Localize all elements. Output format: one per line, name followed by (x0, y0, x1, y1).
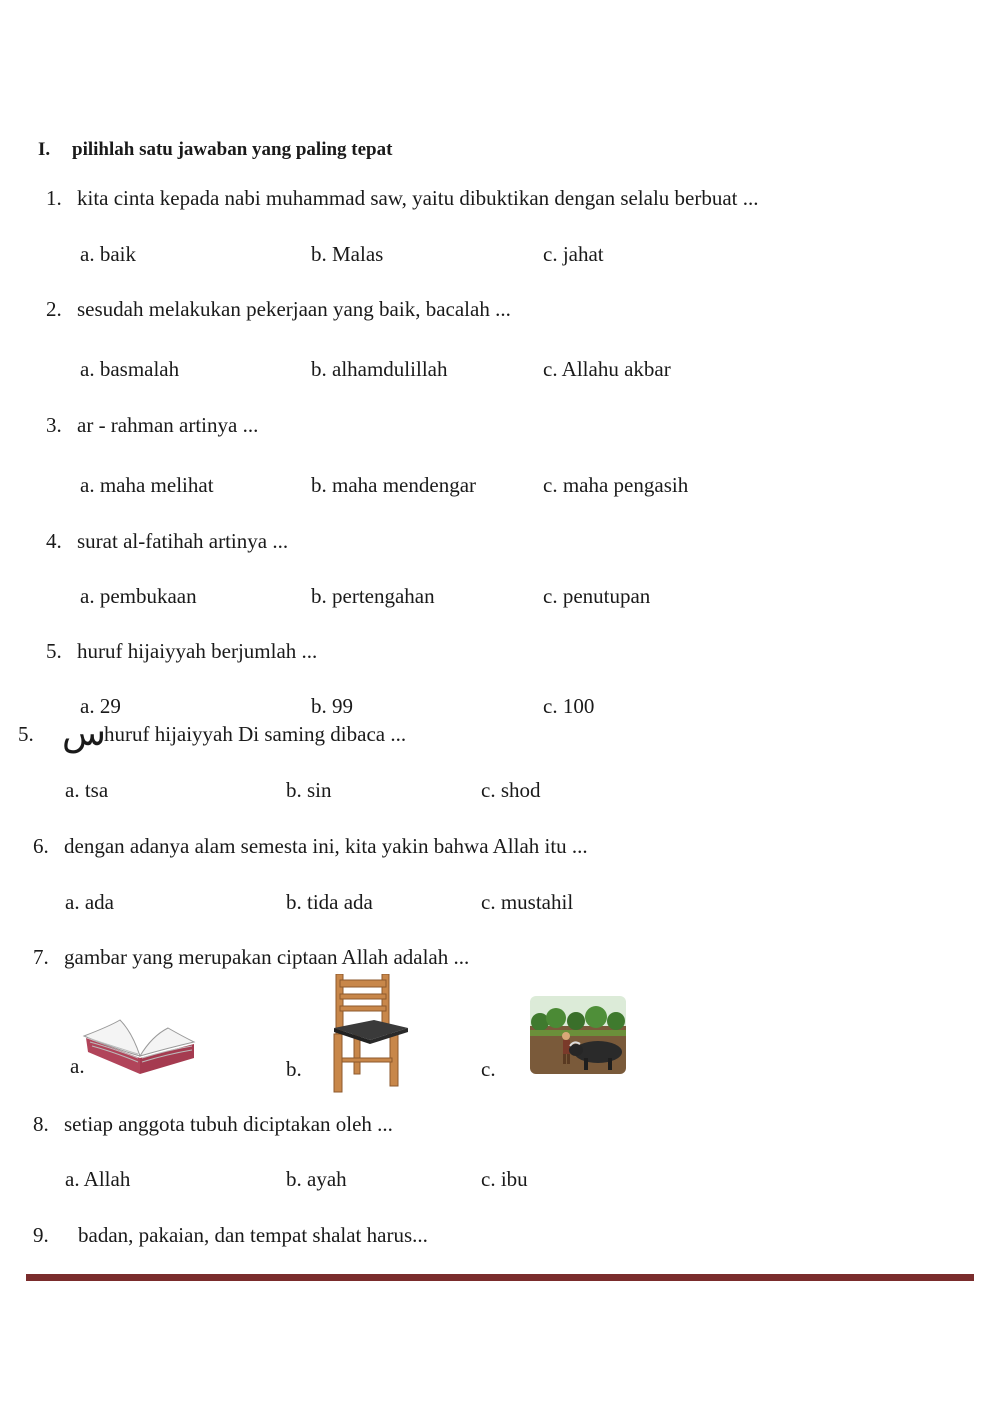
option-c[interactable]: c. penutupan (543, 584, 651, 608)
question-number: 9. (33, 1223, 49, 1247)
option-a[interactable]: a. Allah (65, 1167, 131, 1191)
question-text: setiap anggota tubuh diciptakan oleh ... (64, 1112, 393, 1136)
question-number: 7. (33, 945, 49, 969)
question-number: 3. (46, 413, 62, 437)
option-a[interactable]: a. baik (80, 242, 136, 266)
question-number: 8. (33, 1112, 49, 1136)
option-b[interactable]: b. alhamdulillah (311, 357, 448, 381)
question-number: 2. (46, 297, 62, 321)
question-text: kita cinta kepada nabi muhammad saw, yaitu dibuktikan dengan selalu berbuat ... (77, 186, 759, 210)
section-number: I. (38, 139, 51, 160)
option-a[interactable]: a. maha melihat (80, 473, 214, 497)
question-text: huruf hijaiyyah Di saming dibaca ... (104, 722, 407, 746)
question-number: 4. (46, 529, 62, 553)
option-a[interactable]: a. basmalah (80, 357, 180, 381)
section-title: pilihlah satu jawaban yang paling tepat (72, 139, 393, 160)
option-b[interactable]: b. Malas (311, 242, 384, 266)
option-b[interactable]: b. maha mendengar (311, 473, 477, 497)
farmer-buffalo-image[interactable] (530, 996, 626, 1074)
question-text: dengan adanya alam semesta ini, kita yakin bahwa Allah itu ... (64, 834, 588, 858)
question-text: huruf hijaiyyah berjumlah ... (77, 639, 318, 663)
question-number: 6. (33, 834, 49, 858)
option-a[interactable]: a. tsa (65, 778, 109, 802)
option-c[interactable]: c. mustahil (481, 890, 574, 914)
option-a[interactable]: a. ada (65, 890, 114, 914)
bottom-divider (26, 1274, 974, 1281)
arabic-letter-sin: س (62, 713, 106, 754)
option-b[interactable]: b. 99 (311, 694, 353, 718)
option-a[interactable]: a. pembukaan (80, 584, 197, 608)
option-c[interactable]: c. Allahu akbar (543, 357, 671, 381)
option-c[interactable]: c. (481, 1057, 496, 1081)
question-number: 5. (18, 722, 34, 746)
option-a[interactable]: a. 29 (80, 694, 121, 718)
option-b[interactable]: b. (286, 1057, 302, 1081)
question-text: ar - rahman artinya ... (77, 413, 259, 437)
option-c[interactable]: c. shod (481, 778, 541, 802)
book-image[interactable] (82, 1018, 198, 1076)
option-b[interactable]: b. pertengahan (311, 584, 435, 608)
question-text: surat al-fatihah artinya ... (77, 529, 289, 553)
option-b[interactable]: b. tida ada (286, 890, 373, 914)
question-text: sesudah melakukan pekerjaan yang baik, bacalah ... (77, 297, 511, 321)
chair-image[interactable] (328, 974, 410, 1094)
question-text: gambar yang merupakan ciptaan Allah adalah ... (64, 945, 470, 969)
option-b[interactable]: b. ayah (286, 1167, 347, 1191)
option-c[interactable]: c. jahat (543, 242, 604, 266)
option-b[interactable]: b. sin (286, 778, 332, 802)
option-c[interactable]: c. ibu (481, 1167, 528, 1191)
question-text: badan, pakaian, dan tempat shalat harus... (78, 1223, 428, 1247)
question-number: 5. (46, 639, 62, 663)
option-c[interactable]: c. 100 (543, 694, 595, 718)
option-c[interactable]: c. maha pengasih (543, 473, 689, 497)
option-a[interactable]: a. (70, 1054, 85, 1078)
question-number: 1. (46, 186, 62, 210)
